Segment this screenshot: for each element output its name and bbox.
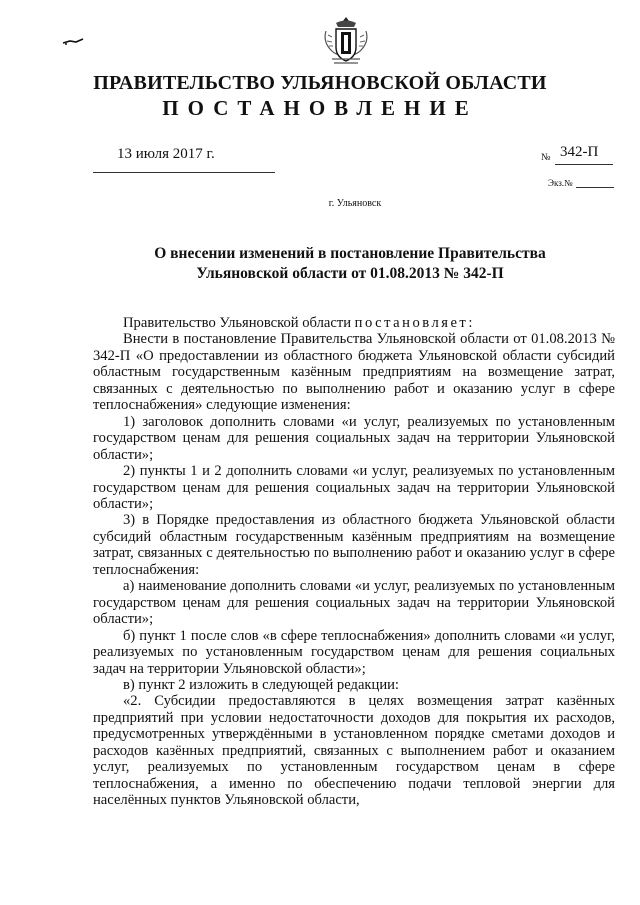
body-paragraph: Внести в постановление Правительства Ульяновской области от 01.08.2013 № 342-П «О предоставлении из областного бюджета Ульяновской области субсидий областным государственным казённым предприятиям на возмещение затрат, связанных с деятельностью по выполнению работ и оказанию услуг в сфере теплоснабжения» следующие изменения:: [93, 331, 615, 414]
body-paragraph: 3) в Порядке предоставления из областного бюджета Ульяновской области субсидий областным государственным казённым предприятиям на возмещение затрат, связанных с деятельностью по выполнению работ и оказанию услуг в сфере теплоснабжения:: [93, 512, 615, 578]
body-paragraph: б) пункт 1 после слов «в сфере теплоснабжения» дополнить словами «и услуг, реализуемых по установленным государством ценам для решения социальных задач на территории Ульяновской области»;: [93, 627, 615, 677]
number-sign: №: [541, 152, 551, 163]
subject-line: О внесении изменений в постановление Правительства: [154, 245, 546, 262]
intro-suffix: :: [468, 315, 473, 331]
document-type: ПОСТАНОВЛЕНИЕ: [162, 96, 478, 120]
pen-mark-icon: [62, 38, 84, 46]
subject-line: Ульяновской области от 01.08.2013 № 342-П: [196, 265, 504, 282]
number-underline: [555, 164, 613, 165]
body-paragraph: 2) пункты 1 и 2 дополнить словами «и услуг, реализуемых по установленным государством ценам для решения социальных задач на территории Ульяновской области»;: [93, 463, 615, 512]
body-paragraph: в) пункт 2 изложить в следующей редакции:: [123, 676, 399, 693]
coat-of-arms-icon: [322, 15, 370, 69]
copy-number-label: Экз.№: [548, 178, 573, 188]
body-paragraph: 1) заголовок дополнить словами «и услуг, реализуемых по установленным государством ценам для решения социальных задач на территории Ульяновской области»;: [93, 413, 615, 463]
intro-paragraph: [93, 315, 615, 331]
document-city: г. Ульяновск: [328, 198, 382, 209]
document-body: [93, 315, 615, 809]
body-paragraph: а) наименование дополнить словами «и услуг, реализуемых по установленным государством ценам для решения социальных задач на территории Ульяновской области»;: [93, 578, 615, 628]
copy-number-line: [576, 187, 614, 188]
document-number: 342-П: [560, 144, 599, 160]
date-underline: [93, 172, 275, 173]
body-paragraph: «2. Субсидии предоставляются в целях возмещения затрат казённых предприятий при условии недостаточности доходов для покрытия их расходов, предусмотренных утверждёнными в установленном порядке сметами доходов и расходов казённых предприятий, связанных с выполнением работ и оказанием услуг, реализуемых по установленным государством ценам в сфере теплоснабжения, а именно по обеспечению подачи тепловой энергии для населённых пунктов Ульяновской области,: [93, 693, 615, 809]
intro-prefix: Правительство Ульяновской области: [123, 315, 355, 331]
document-subject: [100, 244, 600, 284]
government-title: ПРАВИТЕЛЬСТВО УЛЬЯНОВСКОЙ ОБЛАСТИ: [93, 72, 547, 94]
intro-spaced-word: постановляет: [354, 315, 469, 331]
document-date: 13 июля 2017 г.: [117, 146, 215, 162]
